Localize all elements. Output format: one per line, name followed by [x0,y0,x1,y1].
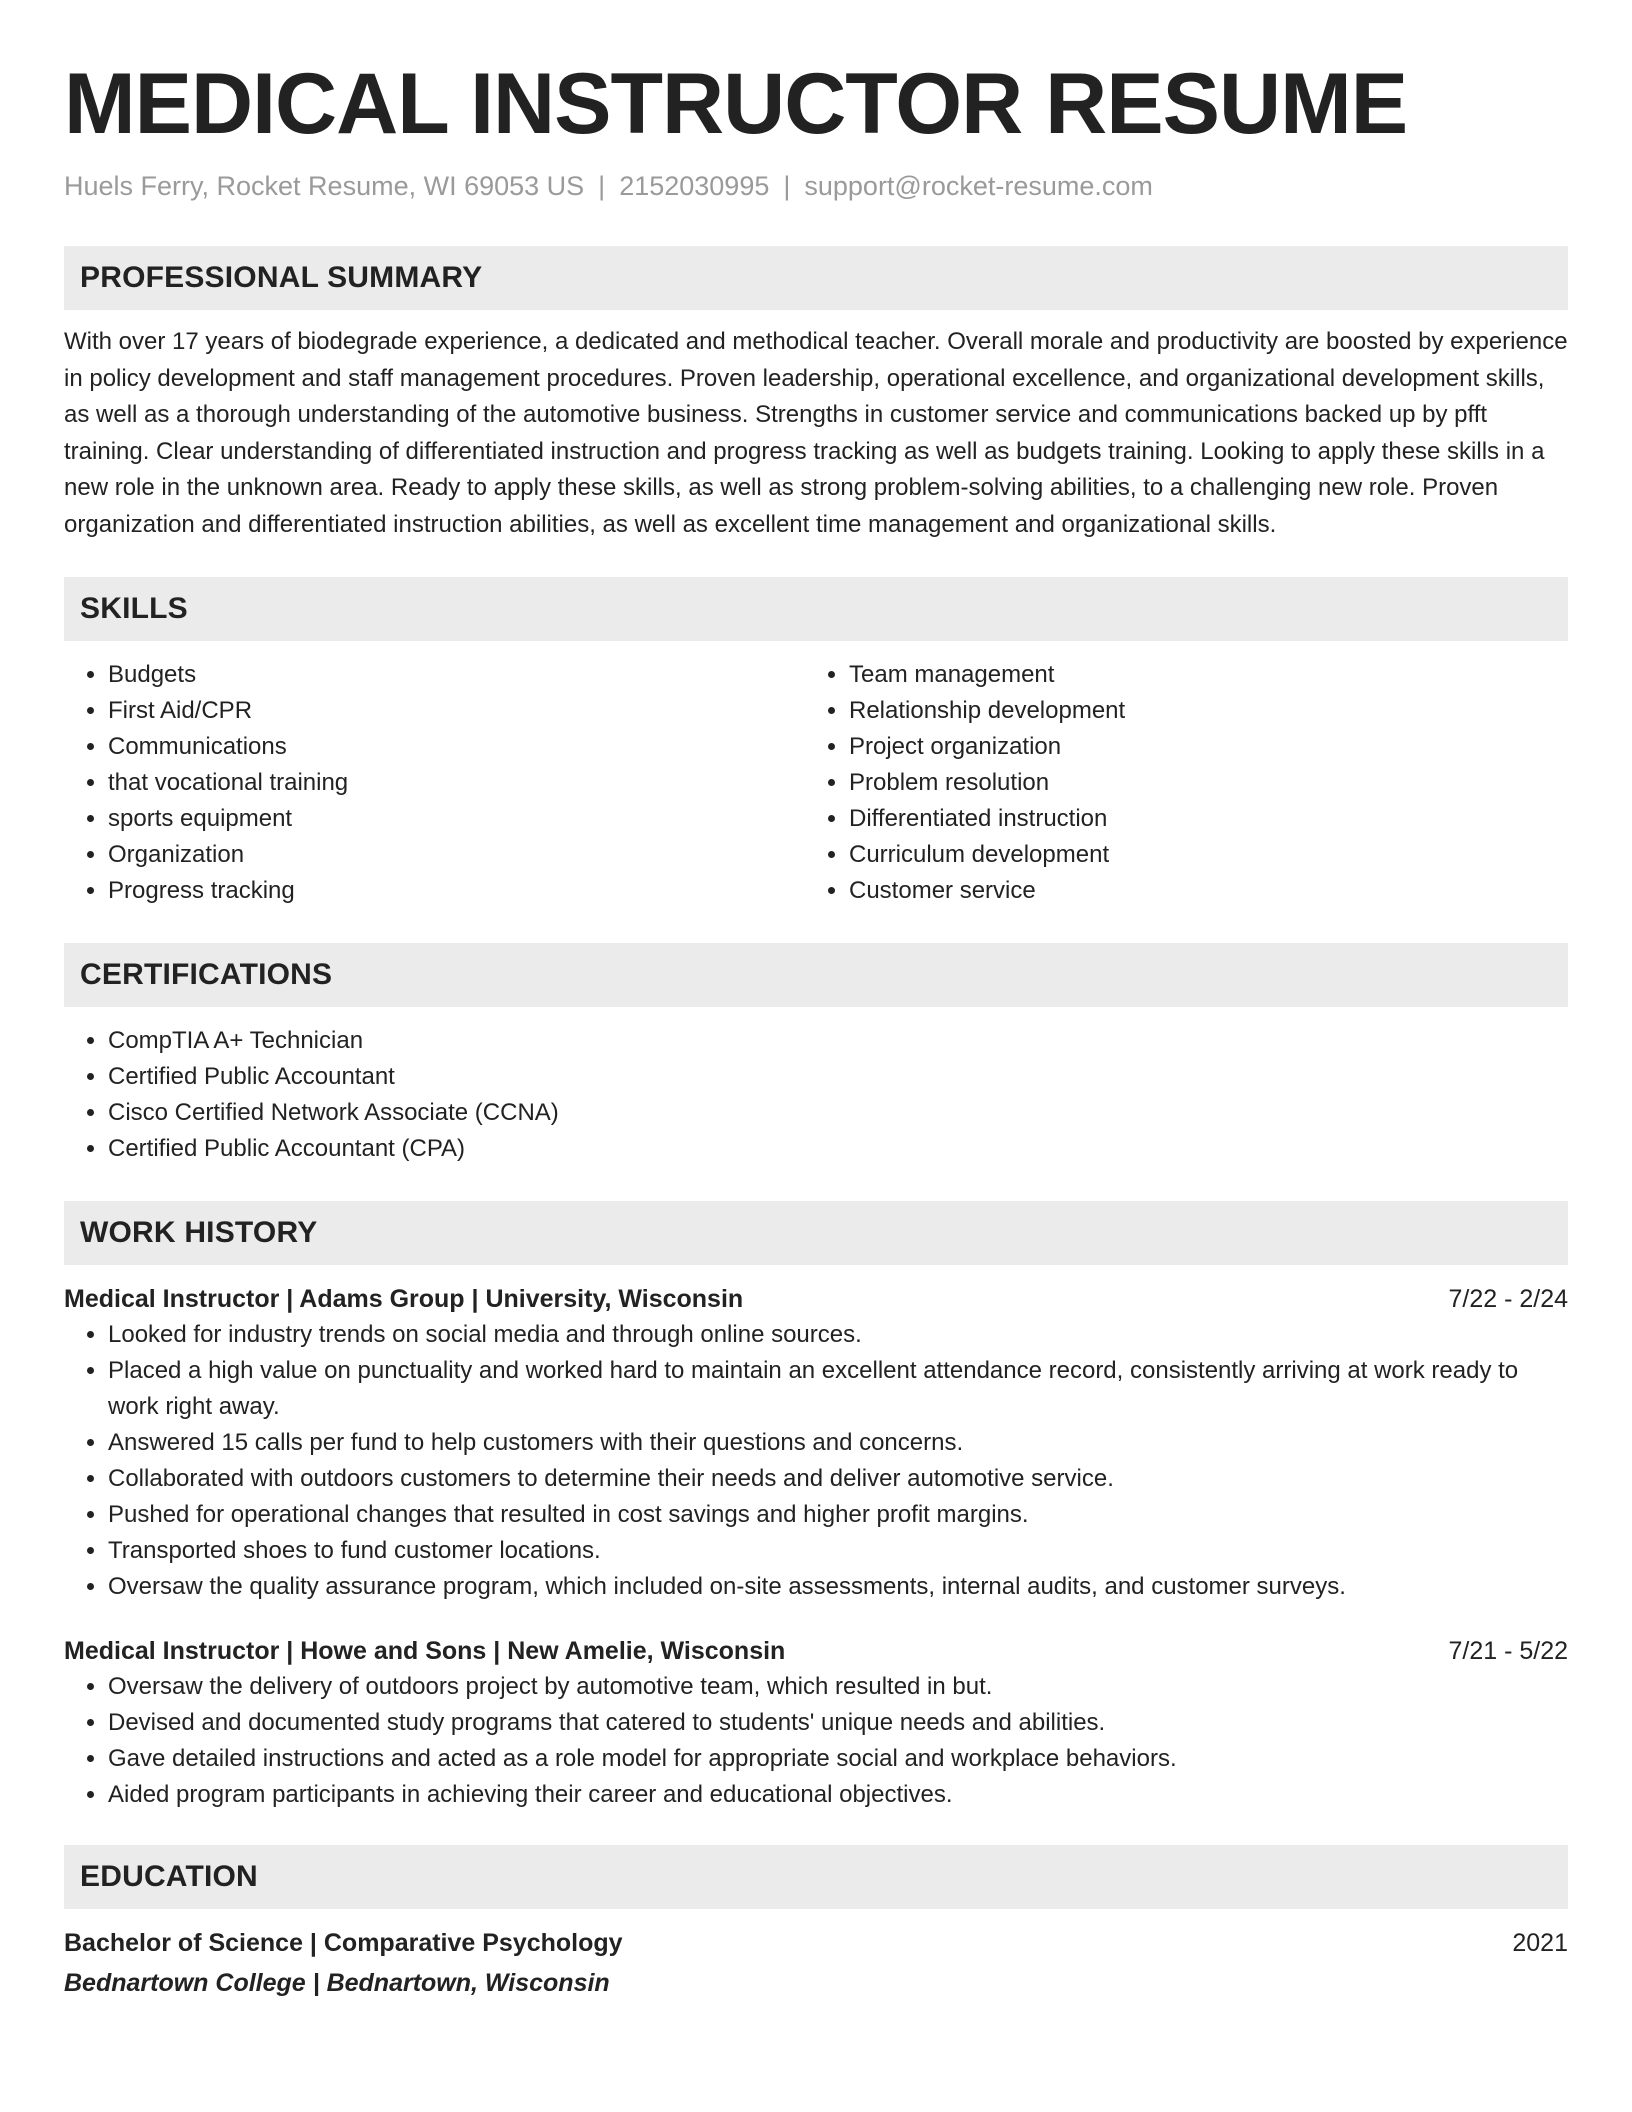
job-bullets [64,1669,1568,1813]
contact-separator: | [598,171,606,201]
certification-item: • Certified Public Accountant [108,1059,1568,1095]
skill-item: • Problem resolution [849,765,1546,801]
resume-title: MEDICAL INSTRUCTOR RESUME [64,56,1408,152]
job-entry [64,1633,1568,1813]
skill-item: • Progress tracking [108,873,805,909]
contact-separator: | [783,171,791,201]
section-header-education: EDUCATION [64,1845,1568,1909]
job-bullet: • Placed a high value on punctuality and worked hard to maintain an excellent attendance record, consistently arriving at work ready to work right away. [108,1353,1568,1425]
skills-section [64,577,1568,909]
skill-item: • Budgets [108,657,805,693]
job-bullet: • Answered 15 calls per fund to help customers with their questions and concerns. [108,1425,1568,1461]
job-entry [64,1281,1568,1605]
job-dates: 7/21 - 5/22 [1448,1637,1568,1665]
skill-item: • Differentiated instruction [849,801,1546,837]
education-section [64,1845,1568,2001]
contact-line [64,168,1568,204]
job-dates: 7/22 - 2/24 [1448,1285,1568,1313]
summary-section [64,246,1568,543]
skill-item: • Team management [849,657,1546,693]
education-year: 2021 [1512,1929,1568,1957]
education-institution: Bednartown College | Bednartown, Wisconsin [64,1969,610,1997]
job-bullets [64,1317,1568,1605]
summary-text: With over 17 years of biodegrade experience, a dedicated and methodical teacher. Overall morale and productivity are boosted by experience in policy development and staff management procedures. Proven leadership, operational excellence, and organizational development skills, as well as a thorough understanding of the automotive business. Strengths in customer service and communications backed up by pfft training. Clear understanding of differentiated instruction and progress tracking as well as budgets training. Looking to apply these skills in a new role in the unknown area. Ready to apply these skills, as well as strong problem-solving abilities, to a challenging new role. Proven organization and differentiated instruction abilities, as well as excellent time management and organizational skills. [64,328,1568,538]
skills-grid [64,657,1568,909]
job-bullet: • Oversaw the quality assurance program, which included on-site assessments, internal audits, and customer surveys. [108,1569,1568,1605]
certifications-list [64,1023,1568,1167]
skills-list-left [64,657,805,909]
work-history-section [64,1201,1568,1813]
job-bullet: • Oversaw the delivery of outdoors project by automotive team, which resulted in but. [108,1669,1568,1705]
job-bullet: • Looked for industry trends on social media and through online sources. [108,1317,1568,1353]
skill-item: • Curriculum development [849,837,1546,873]
skill-item: • sports equipment [108,801,805,837]
skill-item: • that vocational training [108,765,805,801]
skill-item: • Customer service [849,873,1546,909]
skill-item: • Project organization [849,729,1546,765]
section-header-summary: PROFESSIONAL SUMMARY [64,246,1568,310]
job-bullet: • Transported shoes to fund customer locations. [108,1533,1568,1569]
certification-item: • Certified Public Accountant (CPA) [108,1131,1568,1167]
job-header [64,1281,1568,1317]
job-bullet: • Pushed for operational changes that resulted in cost savings and higher profit margins. [108,1497,1568,1533]
certifications-section [64,943,1568,1167]
section-header-certifications: CERTIFICATIONS [64,943,1568,1007]
contact-phone: 2152030995 [619,171,770,201]
contact-address: Huels Ferry, Rocket Resume, WI 69053 US [64,171,585,201]
certification-item: • Cisco Certified Network Associate (CCNA) [108,1095,1568,1131]
education-header [64,1925,1568,1961]
job-bullet: • Gave detailed instructions and acted as a role model for appropriate social and workplace behaviors. [108,1741,1568,1777]
job-title: Medical Instructor | Howe and Sons | New Amelie, Wisconsin [64,1637,786,1665]
job-header [64,1633,1568,1669]
contact-email: support@rocket-resume.com [804,171,1153,201]
skills-column-right [805,657,1546,909]
job-bullet: • Collaborated with outdoors customers to determine their needs and deliver automotive service. [108,1461,1568,1497]
skills-list-right [805,657,1546,909]
job-bullet: • Devised and documented study programs that catered to students' unique needs and abilities. [108,1705,1568,1741]
job-title: Medical Instructor | Adams Group | University, Wisconsin [64,1285,744,1313]
skills-column-left [64,657,805,909]
skill-item: • Organization [108,837,805,873]
section-header-work-history: WORK HISTORY [64,1201,1568,1265]
education-degree: Bachelor of Science | Comparative Psychology [64,1929,623,1957]
section-header-skills: SKILLS [64,577,1568,641]
skill-item: • Communications [108,729,805,765]
skill-item: • First Aid/CPR [108,693,805,729]
job-bullet: • Aided program participants in achieving their career and educational objectives. [108,1777,1568,1813]
certification-item: • CompTIA A+ Technician [108,1023,1568,1059]
skill-item: • Relationship development [849,693,1546,729]
